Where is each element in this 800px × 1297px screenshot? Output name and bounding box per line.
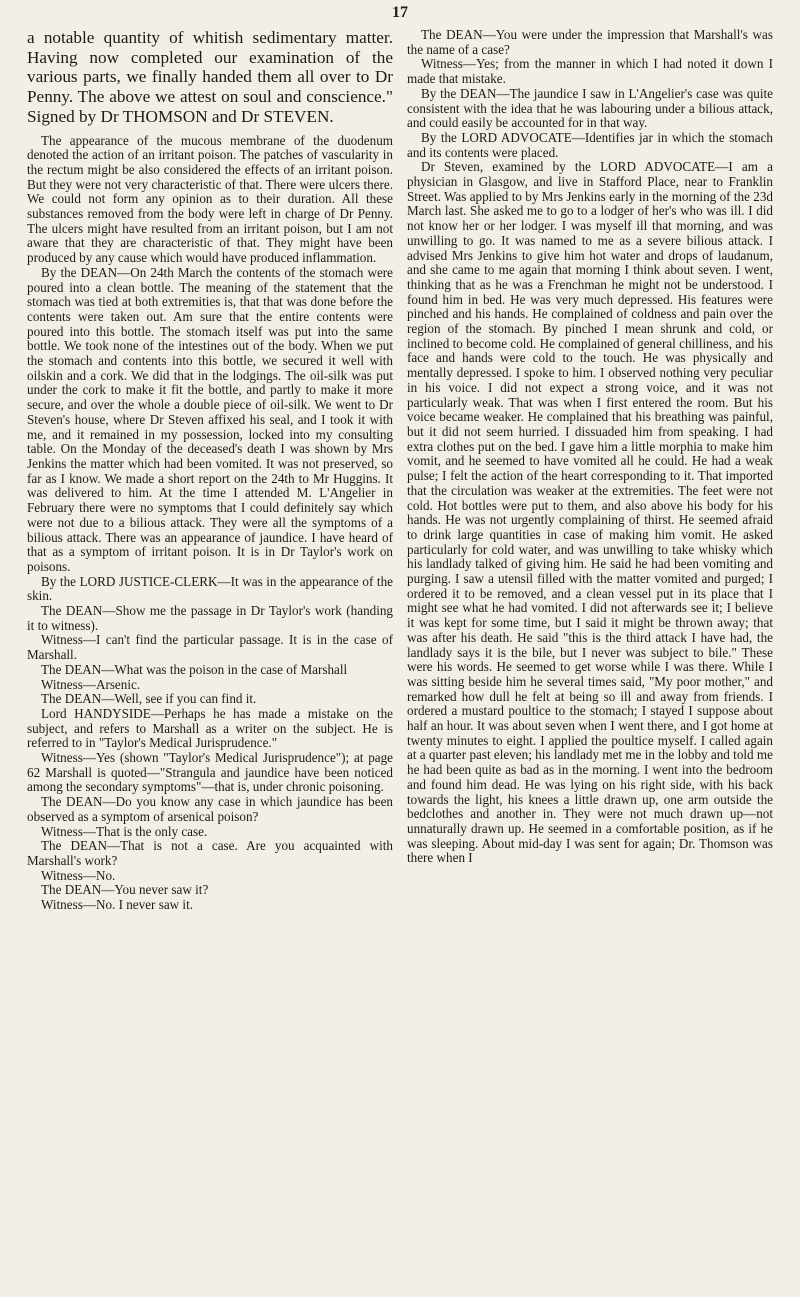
paragraph: Witness—Arsenic.: [41, 676, 141, 692]
paragraph: Witness—Yes (shown "Taylor's Medical Jurisprudence"); at page 62 Marshall is quoted—"Strangula and jaundice have been noticed among the secondary symptoms"—that is, under chronic poisoning.: [27, 750, 393, 795]
paragraph: The DEAN—What was the poison in the case of Marshall: [41, 661, 348, 677]
page-number: 17: [392, 4, 408, 21]
paragraph: The DEAN—Well, see if you can find it.: [41, 691, 257, 707]
paragraph: The DEAN—You never saw it?: [41, 882, 209, 898]
paragraph: Dr Steven, examined by the LORD ADVOCATE—I am a physician in Glasgow, and live in Stafford Place, near to Franklin Street. Was applied to by Mrs Jenkins early in the morning of the 23d March last. She asked me to go to a lodger of her's who was ill. I did not know her or her lodger. I was myself ill that morning, and was unwilling to go. It was named to me as a severe bilious attack. I advised Mrs Jenkins to give him hot water and drops of laudanum, and she came to me again that morning I think about seven. I went, thinking that as he was a Frenchman he might not be understood. I found him in bed. He was very much depressed. His features were pinched and his hands. He complained of coldness and pain over the region of the stomach. By pinched I mean shrunk and cold, or inclined to become cold. He complained of general chilliness, and his face and hands were cold to the touch. He was physically and mentally depressed. I spoke to him. I observed nothing very peculiar in his voice. I did not expect a strong voice, and it was not particularly weak. That was when I first entered the room. But his voice became weaker. He complained that his breathing was painful, but it did not seem hurried. I dissuaded him from speaking. I had extra clothes put on the bed. I gave him a little morphia to make him vomit, and he seemed to have vomited all he could. He had a weak pulse; I felt the action of the heart corresponding to it. That imported that the circulation was weaker at the extremities. The feet were not cold. Hot bottles were put to them, and also above his body for his hands. He was not urgently complaining of thirst. He seemed afraid to drink large quantities in case of making him vomit. He asked particularly for cold water, and was unwilling to take whisky which his landlady talked of giving him. He said he had been vomiting and purging. I saw a utensil filled with the matter vomited and purged; I ordered it to be removed, and a clean vessel put in its place that I might see what he had vomited. I did not afterwards see it; I believe it was kept for some time, but I said it might be thrown away; that was after his death. He said "this is the third attack I have had, the landlady says it is the bile, but I never was subject to bile." These were his words. He seemed to get worse while I was there. While I was sitting beside him he several times said, "My poor mother," and remarked how dull he felt at being so ill and away from friends. I ordered a mustard poultice to the stomach; I stayed I suppose about half an hour. It was about seven when I went there, and I got home at twenty minutes to eight. I applied the poultice myself. I called again at a quarter past eleven; his landlady met me in the lobby and told me he had been quite as bad as in the morning. I went into the bedroom and found him dead. He was lying on his right side, with his back towards the light, his knees a little drawn up, one arm outside the bedclothes and another in. They were not much drawn up—not unnaturally drawn up. He seemed in a comfortable position, as if he was sleeping. About mid-day I was sent for again; Dr. Thomson was there when I: [407, 159, 773, 866]
right-column: [407, 28, 773, 866]
paragraph: The DEAN—You were under the impression that Marshall's was the name of a case?: [407, 27, 773, 57]
paragraph: By the DEAN—On 24th March the contents of the stomach were poured into a clean bottle. The meaning of the statement that the stomach was tied at both extremities is, that that was done before the contents were taken out. Am sure that the entire contents were poured into this bottle. The stomach itself was put into the same bottle. We took none of the intestines out of the body. When we put the stomach and contents into this bottle, we secured it well with oilskin and a cork. We did that in the lodgings. The oil-silk was put under the cork to make it fit the bottle, and partly to make it more secure, and over the whole a double piece of oil-silk. We went to Dr Steven's house, where Dr Steven affixed his seal, and I took it with me, and it remained in my possession, locked into my consulting table. On the Monday of the deceased's death I was shown by Mrs Jenkins the matter which had been vomited. It was not preserved, so far as I know. We made a short report on the 24th to Mr Huggins. It was delivered to him. At the time I attended M. L'Angelier in February there were no symptoms that I could definitely say which were not due to a bilious attack. They were all the symptoms of a bilious attack. There was an appearance of jaundice. I have heard of that as a symptom of irritant poison. It is in Dr Taylor's work on poisons.: [27, 264, 393, 574]
paragraph: The appearance of the mucous membrane of the duodenum denoted the action of an irritant poison. The patches of vascularity in the rectum might be also considered the effects of an irritant poison. But they were not very characteristic of that. There were ulcers there. We could not form any opinion as to their duration. All these substances removed from the body were left in charge of Dr Penny. The ulcers might have resulted from an irritant poison, but I am not aware that they are characteristic of that. They might have been produced by any cause which would have produced inflammation.: [27, 132, 393, 266]
paragraph: Lord HANDYSIDE—Perhaps he has made a mistake on the subject, and refers to Marshall as a writer on the subject. He is referred to in "Taylor's Medical Jurisprudence.": [27, 705, 393, 751]
paragraph: Witness—No.: [41, 867, 116, 883]
paragraph: The DEAN—That is not a case. Are you acquainted with Marshall's work?: [27, 838, 393, 868]
paragraph: The DEAN—Show me the passage in Dr Taylor's work (handing it to witness).: [27, 603, 393, 633]
paragraph: Witness—I can't find the particular passage. It is in the case of Marshall.: [27, 632, 393, 663]
paragraph: Witness—No. I never saw it.: [41, 897, 194, 913]
paragraph: Witness—Yes; from the manner in which I had noted it down I made that mistake.: [407, 56, 773, 87]
paragraph: By the LORD ADVOCATE—Identifies jar in which the stomach and its contents were placed.: [407, 129, 773, 160]
paragraph: The DEAN—Do you know any case in which jaundice has been observed as a symptom of arsenical poison?: [27, 794, 393, 824]
paragraph: Witness—That is the only case.: [41, 823, 208, 839]
left-column: [27, 28, 393, 913]
paragraph: By the DEAN—The jaundice I saw in L'Angelier's case was quite consistent with the idea that he was labouring under a bilious attack, and could easily be accounted for in that way.: [407, 85, 773, 131]
paragraph: By the LORD JUSTICE-CLERK—It was in the appearance of the skin.: [27, 573, 393, 604]
lead-paragraph: a notable quantity of whitish sedimentary matter. Having now completed our examination of the various parts, we finally handed them all over to Dr Penny. The above we attest on soul and conscience." Signed by Dr THOMSON and Dr STEVEN.: [27, 28, 393, 126]
